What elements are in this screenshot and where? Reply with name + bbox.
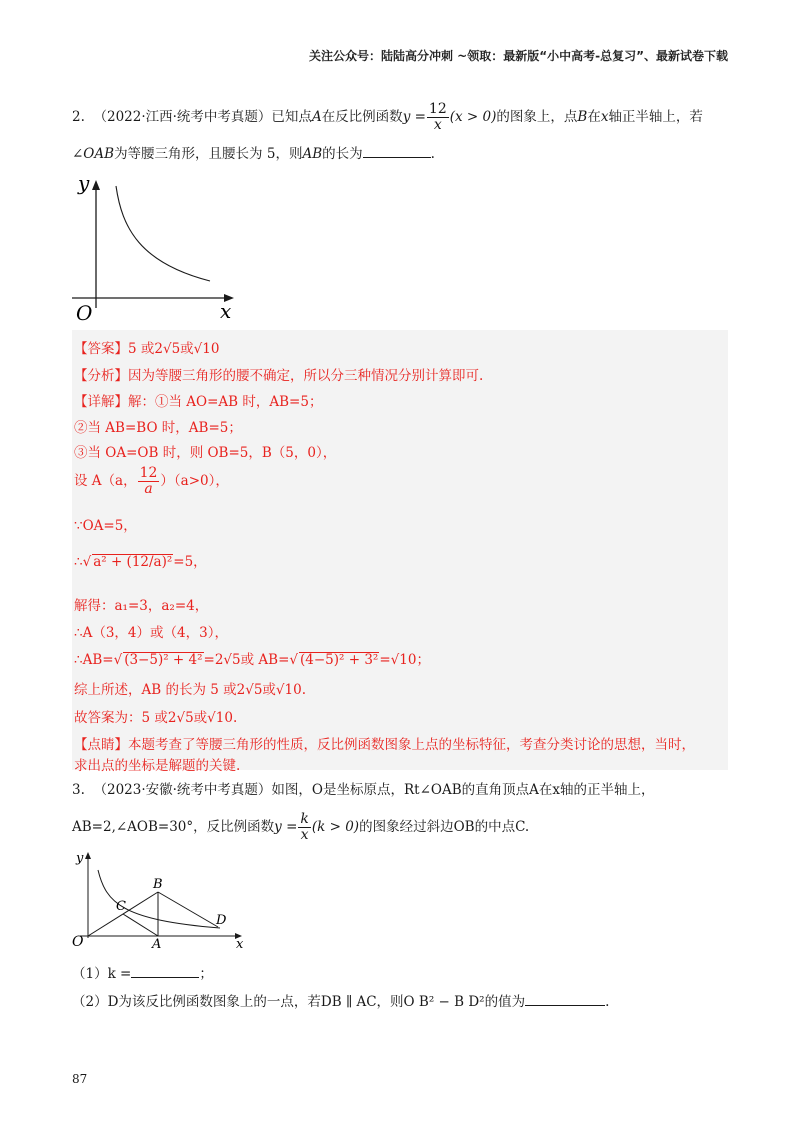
question-3-line-1: 3. （2023·安徽·统考中考真题）如图，O是坐标原点，Rt∠OAB的直角顶点A在x轴的正半轴上， [72, 782, 655, 798]
hyperbola-curve [116, 186, 210, 281]
fraction: $\frac{12}{x}$ [428, 101, 447, 133]
answer-blank[interactable] [525, 1005, 605, 1006]
svg-text:y: y [76, 851, 84, 866]
y-label: y [78, 171, 90, 195]
answer-blank[interactable] [363, 157, 431, 158]
origin-label: O [76, 301, 93, 325]
y-arrow-icon [92, 180, 100, 190]
svg-text:O: O [72, 934, 84, 950]
svg-text:A: A [152, 937, 162, 952]
detail-line-4: 设 A（a， $\frac{12}{a}$ ）（a>0）， [74, 465, 229, 497]
text: 在反比例函数 [321, 109, 403, 125]
question-source: （2022·江西·统考中考真题）已知点 [93, 109, 312, 125]
detail-line-1: 【详解】解：①当 AO=AB 时，AB=5； [74, 394, 323, 410]
detail-line-11: 故答案为：5 或2√5或√10. [74, 710, 238, 726]
analysis-line: 【分析】因为等腰三角形的腰不确定，所以分三种情况分别计算即可. [74, 368, 484, 384]
point-a: A [311, 109, 322, 125]
q2-graph [70, 168, 240, 328]
segment-ac [123, 914, 158, 936]
question-3-sub-2: （2）D为该反比例函数图象上的一点，若DB ∥ AC，则O B² − B D²的值为 . [72, 994, 610, 1010]
x-label: x [220, 299, 232, 323]
svg-text:x: x [236, 937, 244, 952]
detail-line-10: 综上所述，AB 的长为 5 或2√5或√10. [74, 682, 306, 698]
answer-line: 【答案】5 或2√5或√10 [74, 341, 220, 357]
detail-line-7: 解得：a₁=3，a₂=4， [74, 598, 209, 614]
detail-line-3: ③当 OA=OB 时，则 OB=5，B（5，0）， [74, 445, 337, 461]
comment-line-1: 【点睛】本题考查了等腰三角形的性质，反比例函数图象上点的坐标特征，考查分类讨论的思想，当时， [74, 737, 695, 753]
svg-text:B: B [153, 877, 163, 892]
detail-line-5: ∵OA=5， [74, 518, 137, 534]
detail-line-6: ∴√ a² + (12/a)²=5， [74, 554, 207, 570]
answer-blank[interactable] [131, 977, 199, 978]
question-3-sub-1: （1）k = ； [72, 966, 213, 982]
page-header: 关注公众号：陆陆高分冲刺 ~领取：最新版“小中高考-总复习”、最新试卷下载 [309, 49, 728, 63]
question-3-line-2: AB=2,∠AOB=30°，反比例函数y = $\frac{k}{x}$ (k > 0)的图象经过斜边OB的中点C. [72, 811, 530, 843]
question-2-line-1: 2. （2022·江西·统考中考真题）已知点A在反比例函数y = $\frac{12}{x}$ (x > 0)的图象上，点B在x轴正半轴上，若 [72, 101, 703, 133]
detail-line-8: ∴A（3，4）或（4，3）， [74, 625, 228, 641]
page-number: 87 [72, 1072, 88, 1086]
func-y: y = [402, 109, 426, 125]
svg-text:C: C [116, 899, 126, 914]
detail-line-9: ∴AB=√ (3−5)² + 4²=2√5或 AB=√ (4−5)² + 3²=√10； [74, 652, 430, 668]
comment-line-2: 求出点的坐标是解题的关键. [74, 758, 241, 774]
question-2-line-2: ∠OAB为等腰三角形，且腰长为 5，则AB的长为 . [72, 146, 435, 162]
question-number: 2. [72, 109, 85, 125]
func-condition: (x > 0) [449, 109, 497, 125]
question-number: 3. [72, 782, 85, 798]
point-b: B [577, 109, 588, 125]
svg-text:D: D [216, 913, 227, 928]
detail-line-2: ②当 AB=BO 时，AB=5； [74, 420, 242, 436]
q3-graph [70, 848, 250, 952]
y-arrow-icon [85, 852, 91, 859]
